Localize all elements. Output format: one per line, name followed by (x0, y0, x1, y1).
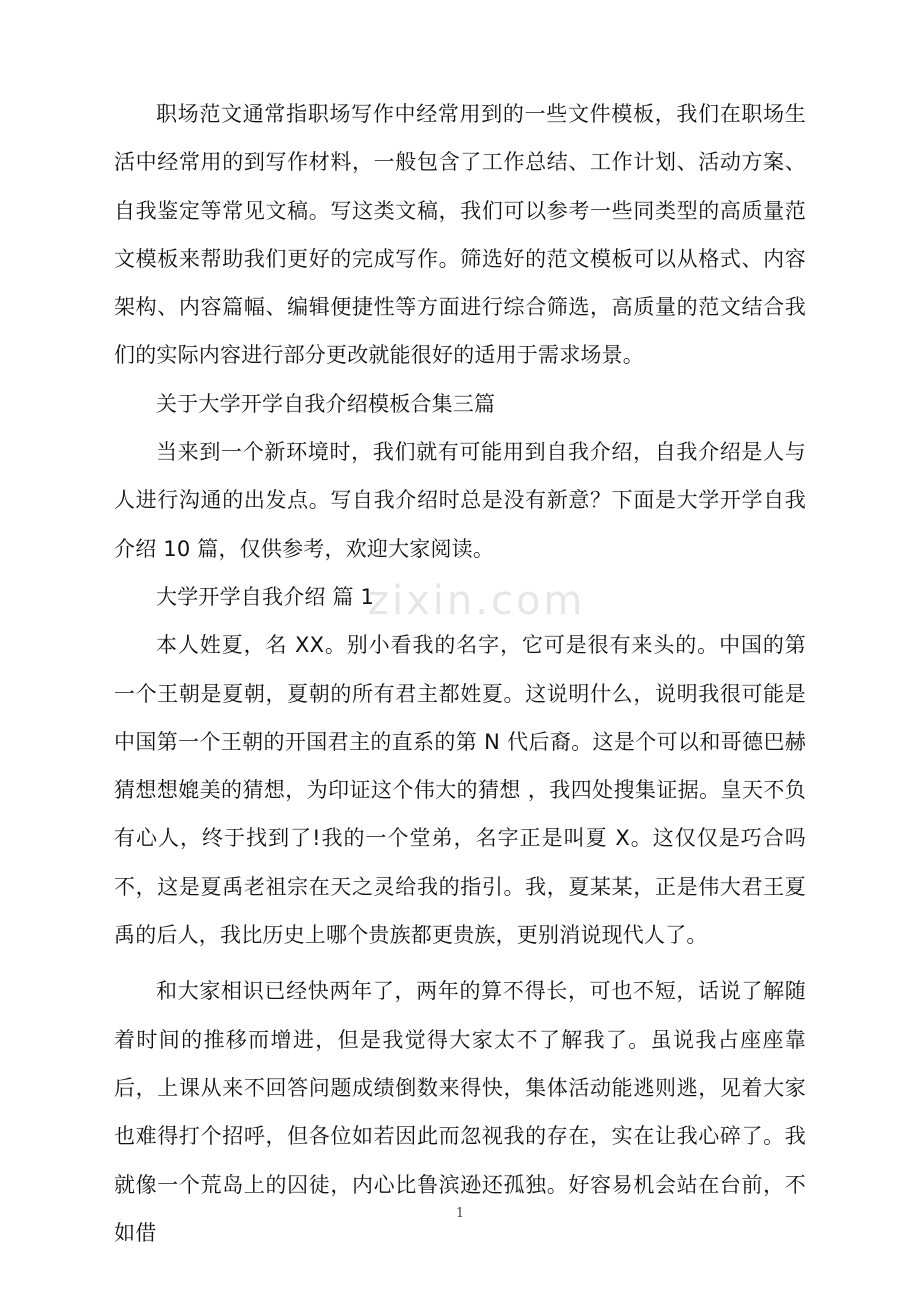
body-paragraph: 本人姓夏，名 XX。别小看我的名字，它可是很有来头的。中国的第一个王朝是夏朝，夏朝的所有君主都姓夏。这说明什么，说明我很可能是中国第一个王朝的开国君主的直系的第 N 代后裔。这是个可以和哥德巴赫猜想想媲美的猜想，为印证这个伟大的猜想 ，我四处搜集证据。皇天不负有心人，终于找到了!我的一个堂弟，名字正是叫夏 X。这仅仅是巧合吗不，这是夏禹老祖宗在天之灵给我的指引。我，夏某某，正是伟大君王夏禹的后人，我比历史上哪个贵族都更贵族，更别消说现代人了。 (114, 633, 806, 948)
document-title: 关于大学开学自我介绍模板合集三篇 (156, 391, 496, 416)
watermark: zixin.com (368, 578, 586, 624)
intro-paragraph: 职场范文通常指职场写作中经常用到的一些文件模板，我们在职场生活中经常用的到写作材料，一般包含了工作总结、工作计划、活动方案、自我鉴定等常见文稿。写这类文稿，我们可以参考一些同类型的高质量范文模板来帮助我们更好的完成写作。筛选好的范文模板可以从格式、内容架构、内容篇幅、编辑便捷性等方面进行综合筛选，高质量的范文结合我们的实际内容进行部分更改就能很好的适用于需求场景。 (114, 102, 806, 368)
section-heading: 大学开学自我介绍 篇 1 (156, 584, 375, 609)
summary-paragraph: 当来到一个新环境时，我们就有可能用到自我介绍，自我介绍是人与人进行沟通的出发点。写自我介绍时总是没有新意？下面是大学开学自我介绍 10 篇，仅供参考，欢迎大家阅读。 (114, 440, 806, 561)
document-body (114, 90, 806, 1257)
page-number: 1 (455, 1206, 465, 1221)
body-paragraph: 和大家相识已经快两年了，两年的算不得长，可也不短，话说了解随着时间的推移而增进，但是我觉得大家太不了解我了。虽说我占座座靠后，上课从来不回答问题成绩倒数来得快，集体活动能逃则逃，见着大家也难得打个招呼，但各位如若因此而忽视我的存在，实在让我心碎了。我就像一个荒岛上的囚徒，内心比鲁滨逊还孤独。好容易机会站在台前，不如借 (114, 979, 806, 1245)
